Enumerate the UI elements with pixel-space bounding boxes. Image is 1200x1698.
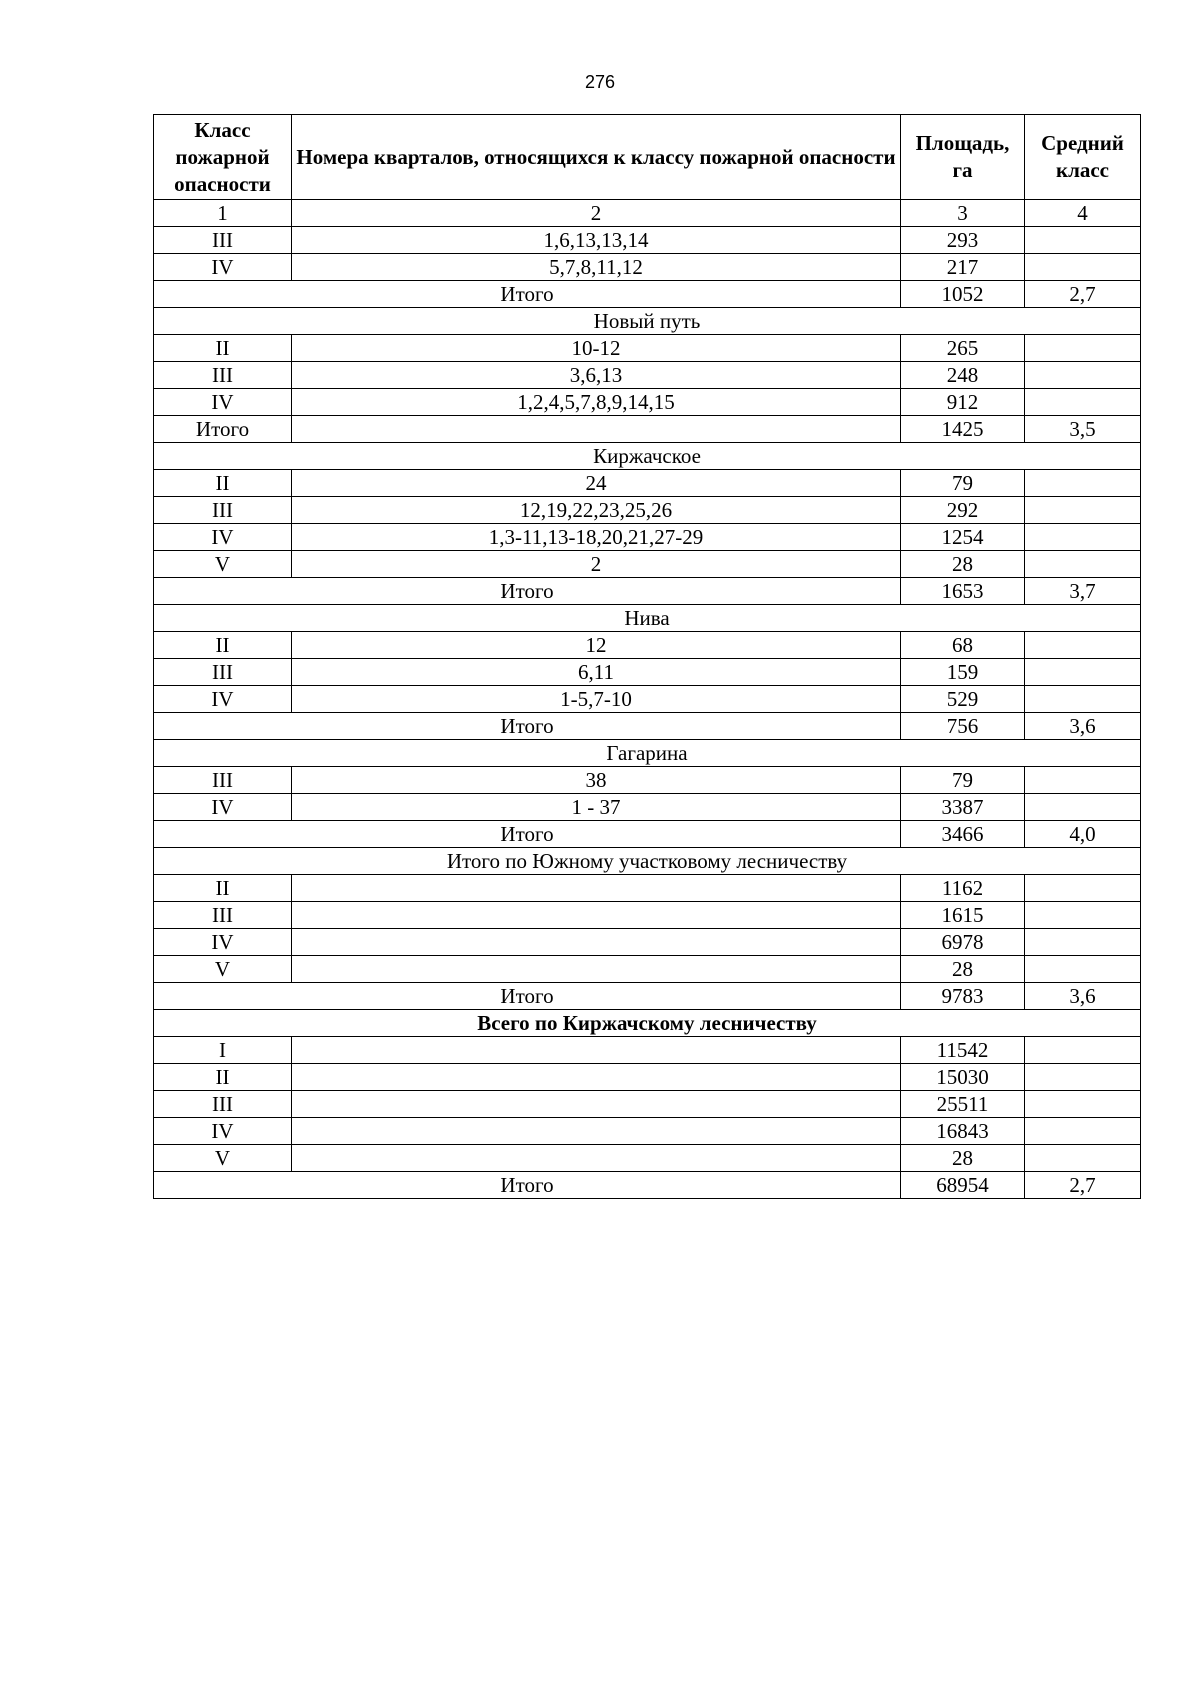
- quarters-cell: 12: [292, 632, 901, 659]
- fire-class-cell: IV: [154, 686, 292, 713]
- section-row: [154, 848, 1141, 875]
- fire-class-cell: II: [154, 1064, 292, 1091]
- area-cell: 1615: [901, 902, 1025, 929]
- average-class-cell: [1025, 497, 1141, 524]
- table-row: [154, 902, 1141, 929]
- quarters-cell: 1 - 37: [292, 794, 901, 821]
- area-cell: 293: [901, 227, 1025, 254]
- table-row: [154, 686, 1141, 713]
- total-label: Итого: [154, 713, 901, 740]
- total-row: [154, 821, 1141, 848]
- fire-class-cell: III: [154, 1091, 292, 1118]
- quarters-cell: 12,19,22,23,25,26: [292, 497, 901, 524]
- quarters-cell: 1,6,13,13,14: [292, 227, 901, 254]
- quarters-cell: [292, 1037, 901, 1064]
- fire-class-cell: III: [154, 497, 292, 524]
- fire-class-cell: III: [154, 227, 292, 254]
- area-cell: 248: [901, 362, 1025, 389]
- area-cell: 3387: [901, 794, 1025, 821]
- area-cell: 68: [901, 632, 1025, 659]
- average-class-cell: 2,7: [1025, 281, 1141, 308]
- total-label: Итого: [154, 281, 901, 308]
- area-cell: 9783: [901, 983, 1025, 1010]
- fire-class-cell: II: [154, 875, 292, 902]
- fire-class-cell: IV: [154, 929, 292, 956]
- section-row: [154, 605, 1141, 632]
- fire-class-cell: V: [154, 1145, 292, 1172]
- fire-class-cell: IV: [154, 1118, 292, 1145]
- average-class-cell: 4,0: [1025, 821, 1141, 848]
- section-title: Итого по Южному участковому лесничеству: [154, 848, 1141, 875]
- quarters-cell: [292, 1145, 901, 1172]
- average-class-cell: 2,7: [1025, 1172, 1141, 1199]
- quarters-cell: 2: [292, 551, 901, 578]
- table-row: [154, 497, 1141, 524]
- average-class-cell: [1025, 389, 1141, 416]
- column-number-row: [154, 200, 1141, 227]
- area-cell: 15030: [901, 1064, 1025, 1091]
- average-class-cell: 3,7: [1025, 578, 1141, 605]
- area-cell: 25511: [901, 1091, 1025, 1118]
- quarters-cell: 38: [292, 767, 901, 794]
- fire-class-cell: II: [154, 632, 292, 659]
- table-row: [154, 956, 1141, 983]
- area-cell: 265: [901, 335, 1025, 362]
- table-row: [154, 1118, 1141, 1145]
- quarters-cell: 3,6,13: [292, 362, 901, 389]
- fire-class-cell: IV: [154, 794, 292, 821]
- average-class-cell: [1025, 254, 1141, 281]
- quarters-cell: [292, 1091, 901, 1118]
- fire-class-cell: IV: [154, 254, 292, 281]
- quarters-cell: [292, 875, 901, 902]
- area-cell: 756: [901, 713, 1025, 740]
- average-class-cell: 3,6: [1025, 713, 1141, 740]
- area-cell: 1425: [901, 416, 1025, 443]
- area-cell: 529: [901, 686, 1025, 713]
- average-class-cell: [1025, 335, 1141, 362]
- area-cell: 28: [901, 1145, 1025, 1172]
- table-body: [154, 227, 1141, 1199]
- quarters-cell: 24: [292, 470, 901, 497]
- average-class-cell: 3,6: [1025, 983, 1141, 1010]
- total-row: [154, 713, 1141, 740]
- total-row: [154, 983, 1141, 1010]
- fire-class-cell: Итого: [154, 416, 292, 443]
- total-label: Итого: [154, 578, 901, 605]
- fire-class-cell: III: [154, 362, 292, 389]
- table-row: [154, 1064, 1141, 1091]
- quarters-cell: [292, 902, 901, 929]
- area-cell: 1653: [901, 578, 1025, 605]
- average-class-cell: [1025, 929, 1141, 956]
- fire-class-cell: IV: [154, 524, 292, 551]
- header-quarters: Номера кварталов, относящихся к классу пожарной опасности: [292, 115, 901, 200]
- area-cell: 28: [901, 956, 1025, 983]
- table-row: [154, 335, 1141, 362]
- average-class-cell: [1025, 1145, 1141, 1172]
- quarters-cell: 1,2,4,5,7,8,9,14,15: [292, 389, 901, 416]
- section-row: [154, 740, 1141, 767]
- table-row: [154, 767, 1141, 794]
- table-row: [154, 929, 1141, 956]
- table-row: [154, 794, 1141, 821]
- fire-class-cell: III: [154, 902, 292, 929]
- table-row: [154, 551, 1141, 578]
- average-class-cell: [1025, 524, 1141, 551]
- header-row: [154, 115, 1141, 200]
- table-row: [154, 362, 1141, 389]
- average-class-cell: [1025, 956, 1141, 983]
- section-title: Нива: [154, 605, 1141, 632]
- table-row: [154, 875, 1141, 902]
- average-class-cell: 3,5: [1025, 416, 1141, 443]
- fire-class-cell: I: [154, 1037, 292, 1064]
- area-cell: 11542: [901, 1037, 1025, 1064]
- average-class-cell: [1025, 659, 1141, 686]
- table-row: [154, 524, 1141, 551]
- section-title: Новый путь: [154, 308, 1141, 335]
- page-number: 276: [584, 72, 616, 92]
- total-label: Итого: [154, 821, 901, 848]
- average-class-cell: [1025, 1037, 1141, 1064]
- quarters-cell: [292, 1064, 901, 1091]
- area-cell: 68954: [901, 1172, 1025, 1199]
- area-cell: 292: [901, 497, 1025, 524]
- column-number: 1: [154, 200, 292, 227]
- fire-danger-table: [153, 114, 1141, 1199]
- fire-class-cell: II: [154, 470, 292, 497]
- table-row: [154, 254, 1141, 281]
- total-row: [154, 281, 1141, 308]
- quarters-cell: [292, 929, 901, 956]
- section-row: [154, 443, 1141, 470]
- column-number: 2: [292, 200, 901, 227]
- section-title: Киржачское: [154, 443, 1141, 470]
- table-row: [154, 1091, 1141, 1118]
- average-class-cell: [1025, 1091, 1141, 1118]
- quarters-cell: 10-12: [292, 335, 901, 362]
- average-class-cell: [1025, 632, 1141, 659]
- table-row: [154, 227, 1141, 254]
- area-cell: 79: [901, 767, 1025, 794]
- area-cell: 1052: [901, 281, 1025, 308]
- area-cell: 159: [901, 659, 1025, 686]
- section-title: Гагарина: [154, 740, 1141, 767]
- average-class-cell: [1025, 1064, 1141, 1091]
- quarters-cell: [292, 1118, 901, 1145]
- column-number: 4: [1025, 200, 1141, 227]
- average-class-cell: [1025, 875, 1141, 902]
- fire-class-cell: III: [154, 659, 292, 686]
- average-class-cell: [1025, 1118, 1141, 1145]
- average-class-cell: [1025, 767, 1141, 794]
- table-row: [154, 416, 1141, 443]
- header-average-class: Средний класс: [1025, 115, 1141, 200]
- quarters-cell: 6,11: [292, 659, 901, 686]
- area-cell: 79: [901, 470, 1025, 497]
- column-number: 3: [901, 200, 1025, 227]
- average-class-cell: [1025, 470, 1141, 497]
- quarters-cell: 1,3-11,13-18,20,21,27-29: [292, 524, 901, 551]
- table-row: [154, 632, 1141, 659]
- average-class-cell: [1025, 902, 1141, 929]
- average-class-cell: [1025, 551, 1141, 578]
- fire-class-cell: IV: [154, 389, 292, 416]
- table-row: [154, 659, 1141, 686]
- section-row: [154, 308, 1141, 335]
- quarters-cell: 5,7,8,11,12: [292, 254, 901, 281]
- average-class-cell: [1025, 362, 1141, 389]
- table-row: [154, 1037, 1141, 1064]
- quarters-cell: [292, 956, 901, 983]
- total-row: [154, 1172, 1141, 1199]
- area-cell: 1254: [901, 524, 1025, 551]
- header-area: Площадь, га: [901, 115, 1025, 200]
- section-row: [154, 1010, 1141, 1037]
- total-row: [154, 578, 1141, 605]
- fire-class-cell: V: [154, 551, 292, 578]
- average-class-cell: [1025, 686, 1141, 713]
- table-row: [154, 389, 1141, 416]
- area-cell: 28: [901, 551, 1025, 578]
- area-cell: 912: [901, 389, 1025, 416]
- quarters-cell: [292, 416, 901, 443]
- total-label: Итого: [154, 983, 901, 1010]
- fire-class-cell: III: [154, 767, 292, 794]
- area-cell: 6978: [901, 929, 1025, 956]
- average-class-cell: [1025, 227, 1141, 254]
- area-cell: 16843: [901, 1118, 1025, 1145]
- table-row: [154, 1145, 1141, 1172]
- section-title: Всего по Киржачскому лесничеству: [154, 1010, 1141, 1037]
- area-cell: 217: [901, 254, 1025, 281]
- table-row: [154, 470, 1141, 497]
- average-class-cell: [1025, 794, 1141, 821]
- quarters-cell: 1-5,7-10: [292, 686, 901, 713]
- area-cell: 3466: [901, 821, 1025, 848]
- area-cell: 1162: [901, 875, 1025, 902]
- header-fire-class: Класс пожарной опасности: [154, 115, 292, 200]
- fire-class-cell: II: [154, 335, 292, 362]
- total-label: Итого: [154, 1172, 901, 1199]
- fire-class-cell: V: [154, 956, 292, 983]
